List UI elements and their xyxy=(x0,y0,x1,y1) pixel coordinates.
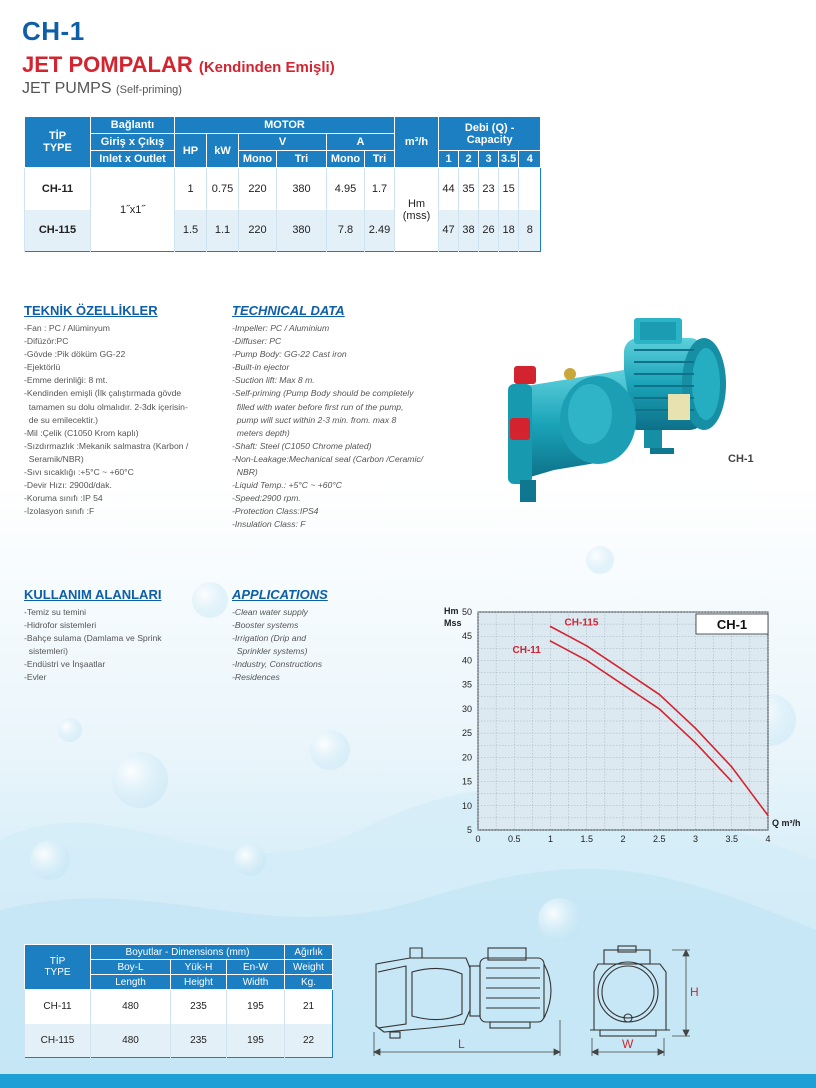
data-point xyxy=(550,640,552,642)
list-item: -Devir Hızı: 2900d/dak. xyxy=(24,480,112,491)
data-point xyxy=(695,727,697,729)
cell-v-tri: 380 xyxy=(277,168,327,210)
data-point xyxy=(586,645,588,647)
list-item: Seramik/NBR) xyxy=(24,453,84,464)
y-tick-label: 10 xyxy=(461,800,472,811)
pump-image xyxy=(494,310,730,515)
title-en-sub: (Self-priming) xyxy=(115,84,182,96)
list-item: Sprinkler systems) xyxy=(232,646,308,657)
kullanim-list xyxy=(24,606,162,685)
list-item: -Ejektörlü xyxy=(24,362,61,373)
list-item: -Mil :Çelik (C1050 Krom kaplı) xyxy=(24,427,139,438)
th-hp: HP xyxy=(175,134,207,168)
cell-v-mono: 220 xyxy=(239,168,277,210)
spec-table xyxy=(24,116,541,252)
cell-type: CH-115 xyxy=(25,210,91,252)
th-height: Height xyxy=(171,975,227,990)
x-tick-label: 1 xyxy=(547,834,554,844)
y-tick-label: 35 xyxy=(461,679,472,690)
cell-v-tri: 380 xyxy=(277,210,327,252)
table-row xyxy=(25,1024,333,1058)
th-a: A xyxy=(327,134,395,151)
list-item: NBR) xyxy=(232,467,258,478)
pump-label: CH-1 xyxy=(728,453,754,465)
cell-q: 23 xyxy=(479,168,499,210)
cell-kw: 0.75 xyxy=(207,168,239,210)
front-view-drawing xyxy=(580,944,700,1056)
cell-type: CH-115 xyxy=(25,1024,91,1058)
dim-label-h: H xyxy=(690,985,699,999)
th-tip-label: TİP xyxy=(49,956,66,967)
series-label: CH-115 xyxy=(564,617,599,629)
x-tick-label: 0.5 xyxy=(507,834,521,844)
x-tick-label: 2.5 xyxy=(652,834,666,844)
th-kg: Kg. xyxy=(285,975,333,990)
list-item: -Diffuser: PC xyxy=(232,336,282,347)
list-item: -Emme derinliği: 8 mt. xyxy=(24,375,108,386)
th-inlet: Inlet x Outlet xyxy=(91,151,175,168)
y-tick-label: 30 xyxy=(461,703,472,714)
cell-q xyxy=(519,168,541,210)
data-point xyxy=(767,815,769,817)
series-label: CH-11 xyxy=(512,645,541,657)
cell-hp: 1.5 xyxy=(175,210,207,252)
list-item: filled with water before first run of the pump, xyxy=(232,401,404,412)
cell-height: 235 xyxy=(171,990,227,1024)
data-point xyxy=(731,766,733,768)
chart-title: CH-1 xyxy=(716,617,748,632)
list-item: -Liquid Temp.: +5°C ~ +60°C xyxy=(232,480,342,491)
th-width: Width xyxy=(227,975,285,990)
cell-q: 8 xyxy=(519,210,541,252)
y-tick-label: 45 xyxy=(461,631,472,642)
y-axis-label: Hm xyxy=(444,606,459,616)
th-boy: Boy-L xyxy=(91,960,171,975)
list-item: -Sızdırmazlık :Mekanik salmastra (Karbon / xyxy=(24,440,189,451)
list-item: pump will suct within 2-3 min. from. max 8 xyxy=(232,414,397,425)
th-weight: Weight xyxy=(285,960,333,975)
dim-label-l: L xyxy=(458,1037,465,1051)
table-row xyxy=(25,168,541,210)
th-tip-label: TİP xyxy=(48,130,67,142)
cell-a-tri: 1.7 xyxy=(365,168,395,210)
list-item: -Booster systems xyxy=(232,620,299,631)
cell-a-mono: 4.95 xyxy=(327,168,365,210)
list-item: -Protection Class:IPS4 xyxy=(232,506,319,517)
data-point xyxy=(695,742,697,744)
list-item: -Non-Leakage:Mechanical seal (Carbon /Ceramic/ xyxy=(232,453,424,464)
list-item: meters depth) xyxy=(232,427,290,438)
data-point xyxy=(586,660,588,662)
list-item: -Evler xyxy=(24,672,47,683)
th-a-tri: Tri xyxy=(365,151,395,168)
cell-q: 35 xyxy=(459,168,479,210)
list-item: -Koruma sınıfı :IP 54 xyxy=(24,493,103,504)
cell-width: 195 xyxy=(227,990,285,1024)
y-axis-label-sub: Mss xyxy=(444,618,462,628)
th-q4: 4 xyxy=(519,151,541,168)
list-item: tamamen su dolu olmalıdır. 2-3dk içerisin- xyxy=(24,401,188,412)
cell-type: CH-11 xyxy=(25,168,91,210)
footer-bar xyxy=(0,1074,816,1088)
th-en: En-W xyxy=(227,960,285,975)
teknik-list xyxy=(24,322,188,518)
list-item: -Endüstri ve İnşaatlar xyxy=(24,659,106,670)
th-length: Length xyxy=(91,975,171,990)
dim-table xyxy=(24,944,333,1058)
th-type-label: TYPE xyxy=(43,142,72,154)
cell-q: 15 xyxy=(499,168,519,210)
list-item: -Self-priming (Pump Body should be completely xyxy=(232,388,414,399)
cell-a-tri: 2.49 xyxy=(365,210,395,252)
th-type xyxy=(25,117,91,168)
list-item: -Speed:2900 rpm. xyxy=(232,493,301,504)
cell-weight: 22 xyxy=(285,1024,333,1058)
th-motor: MOTOR xyxy=(175,117,395,134)
list-item: -Gövde :Pik döküm GG-22 xyxy=(24,349,126,360)
th-kw: kW xyxy=(207,134,239,168)
th-a-mono: Mono xyxy=(327,151,365,168)
list-item: -Shaft: Steel (C1050 Chrome plated) xyxy=(232,440,372,451)
th-m3h: m³/h xyxy=(395,117,439,168)
data-point xyxy=(731,781,733,783)
list-item: -Residences xyxy=(232,672,280,683)
x-axis-label: Q m³/h xyxy=(772,818,801,828)
cell-hp: 1 xyxy=(175,168,207,210)
x-tick-label: 0 xyxy=(475,834,481,844)
data-point xyxy=(658,708,660,710)
list-item: -Fan : PC / Alüminyum xyxy=(24,323,110,333)
list-item: sistemleri) xyxy=(24,646,68,657)
list-item: -Suction lift: Max 8 m. xyxy=(232,375,315,386)
list-item: -Temiz su temini xyxy=(24,607,87,617)
th-q3: 3 xyxy=(479,151,499,168)
list-item: -Insulation Class: F xyxy=(232,519,306,530)
list-item: -Bahçe sulama (Damlama ve Sprink xyxy=(24,633,162,644)
list-item: -Hidrofor sistemleri xyxy=(24,620,97,631)
th-type-label: TYPE xyxy=(44,967,71,978)
title-tr xyxy=(22,52,335,78)
y-tick-label: 25 xyxy=(461,728,472,739)
list-item: -Built-in ejector xyxy=(232,362,290,373)
kullanim-title: KULLANIM ALANLARI xyxy=(24,587,162,602)
cell-type: CH-11 xyxy=(25,990,91,1024)
side-view-drawing xyxy=(370,944,570,1056)
model-title: CH-1 xyxy=(22,16,85,46)
list-item: -Sıvı sıcaklığı :+5°C ~ +60°C xyxy=(24,467,134,478)
table-row xyxy=(25,990,333,1024)
x-tick-label: 3 xyxy=(692,834,699,844)
cell-length: 480 xyxy=(91,1024,171,1058)
cell-q: 47 xyxy=(439,210,459,252)
cell-length: 480 xyxy=(91,990,171,1024)
x-tick-label: 1.5 xyxy=(580,834,594,844)
data-point xyxy=(550,626,552,628)
data-point xyxy=(622,684,624,686)
th-type xyxy=(25,945,91,990)
title-en xyxy=(22,80,182,98)
cell-q: 38 xyxy=(459,210,479,252)
cell-q: 18 xyxy=(499,210,519,252)
teknik-title: TEKNİK ÖZELLİKLER xyxy=(24,303,158,318)
dim-label-w: W xyxy=(622,1037,634,1051)
list-item: -Industry, Constructions xyxy=(232,659,323,670)
cell-hm xyxy=(395,168,439,252)
y-tick-label: 5 xyxy=(466,825,472,835)
title-tr-sub: (Kendinden Emişli) xyxy=(198,59,335,76)
technical-title: TECHNICAL DATA xyxy=(232,303,345,318)
list-item: -Pump Body: GG-22 Cast iron xyxy=(232,349,347,360)
title-tr-main: JET POMPALAR xyxy=(22,52,193,77)
y-tick-label: 20 xyxy=(461,752,472,763)
technical-list xyxy=(232,322,423,532)
data-point xyxy=(622,669,624,671)
th-baglanti: Bağlantı xyxy=(91,117,175,134)
x-tick-label: 3.5 xyxy=(725,834,739,844)
applications-title: APPLICATIONS xyxy=(232,587,328,602)
cell-v-mono: 220 xyxy=(239,210,277,252)
title-en-main: JET PUMPS xyxy=(22,80,112,97)
th-v: V xyxy=(239,134,327,151)
th-v-tri: Tri xyxy=(277,151,327,168)
list-item: de su emilecektir.) xyxy=(24,414,99,425)
list-item: -Difüzör:PC xyxy=(24,336,69,347)
cell-q: 26 xyxy=(479,210,499,252)
cell-q: 44 xyxy=(439,168,459,210)
hm-label: Hm xyxy=(407,197,426,210)
th-yuk: Yük-H xyxy=(171,960,227,975)
cell-a-mono: 7.8 xyxy=(327,210,365,252)
cell-weight: 21 xyxy=(285,990,333,1024)
th-v-mono: Mono xyxy=(239,151,277,168)
th-boyutlar: Boyutlar - Dimensions (mm) xyxy=(91,945,285,960)
th-q2: 2 xyxy=(459,151,479,168)
data-point xyxy=(658,694,660,696)
x-tick-label: 4 xyxy=(765,834,771,844)
list-item: -Irrigation (Drip and xyxy=(232,633,307,644)
list-item: -Impeller: PC / Aluminium xyxy=(232,323,330,333)
th-debi: Debi (Q) - Capacity xyxy=(439,117,541,151)
list-item: -Kendinden emişli (İlk çalıştırmada gövde xyxy=(24,388,182,399)
cell-connection: 1˝x1˝ xyxy=(91,168,175,252)
cell-width: 195 xyxy=(227,1024,285,1058)
th-agirlik: Ağırlık xyxy=(285,945,333,960)
applications-list xyxy=(232,606,322,685)
list-item: -Clean water supply xyxy=(232,607,308,617)
cell-kw: 1.1 xyxy=(207,210,239,252)
y-tick-label: 40 xyxy=(461,655,472,666)
cell-height: 235 xyxy=(171,1024,227,1058)
performance-chart xyxy=(420,600,816,860)
x-tick-label: 2 xyxy=(620,834,626,844)
th-giris: Giriş x Çıkış xyxy=(91,134,175,151)
mss-label: (mss) xyxy=(402,209,431,222)
th-q35: 3.5 xyxy=(499,151,519,168)
th-q1: 1 xyxy=(439,151,459,168)
y-tick-label: 15 xyxy=(461,776,472,787)
list-item: -İzolasyon sınıfı :F xyxy=(24,506,95,517)
y-tick-label: 50 xyxy=(461,607,472,617)
